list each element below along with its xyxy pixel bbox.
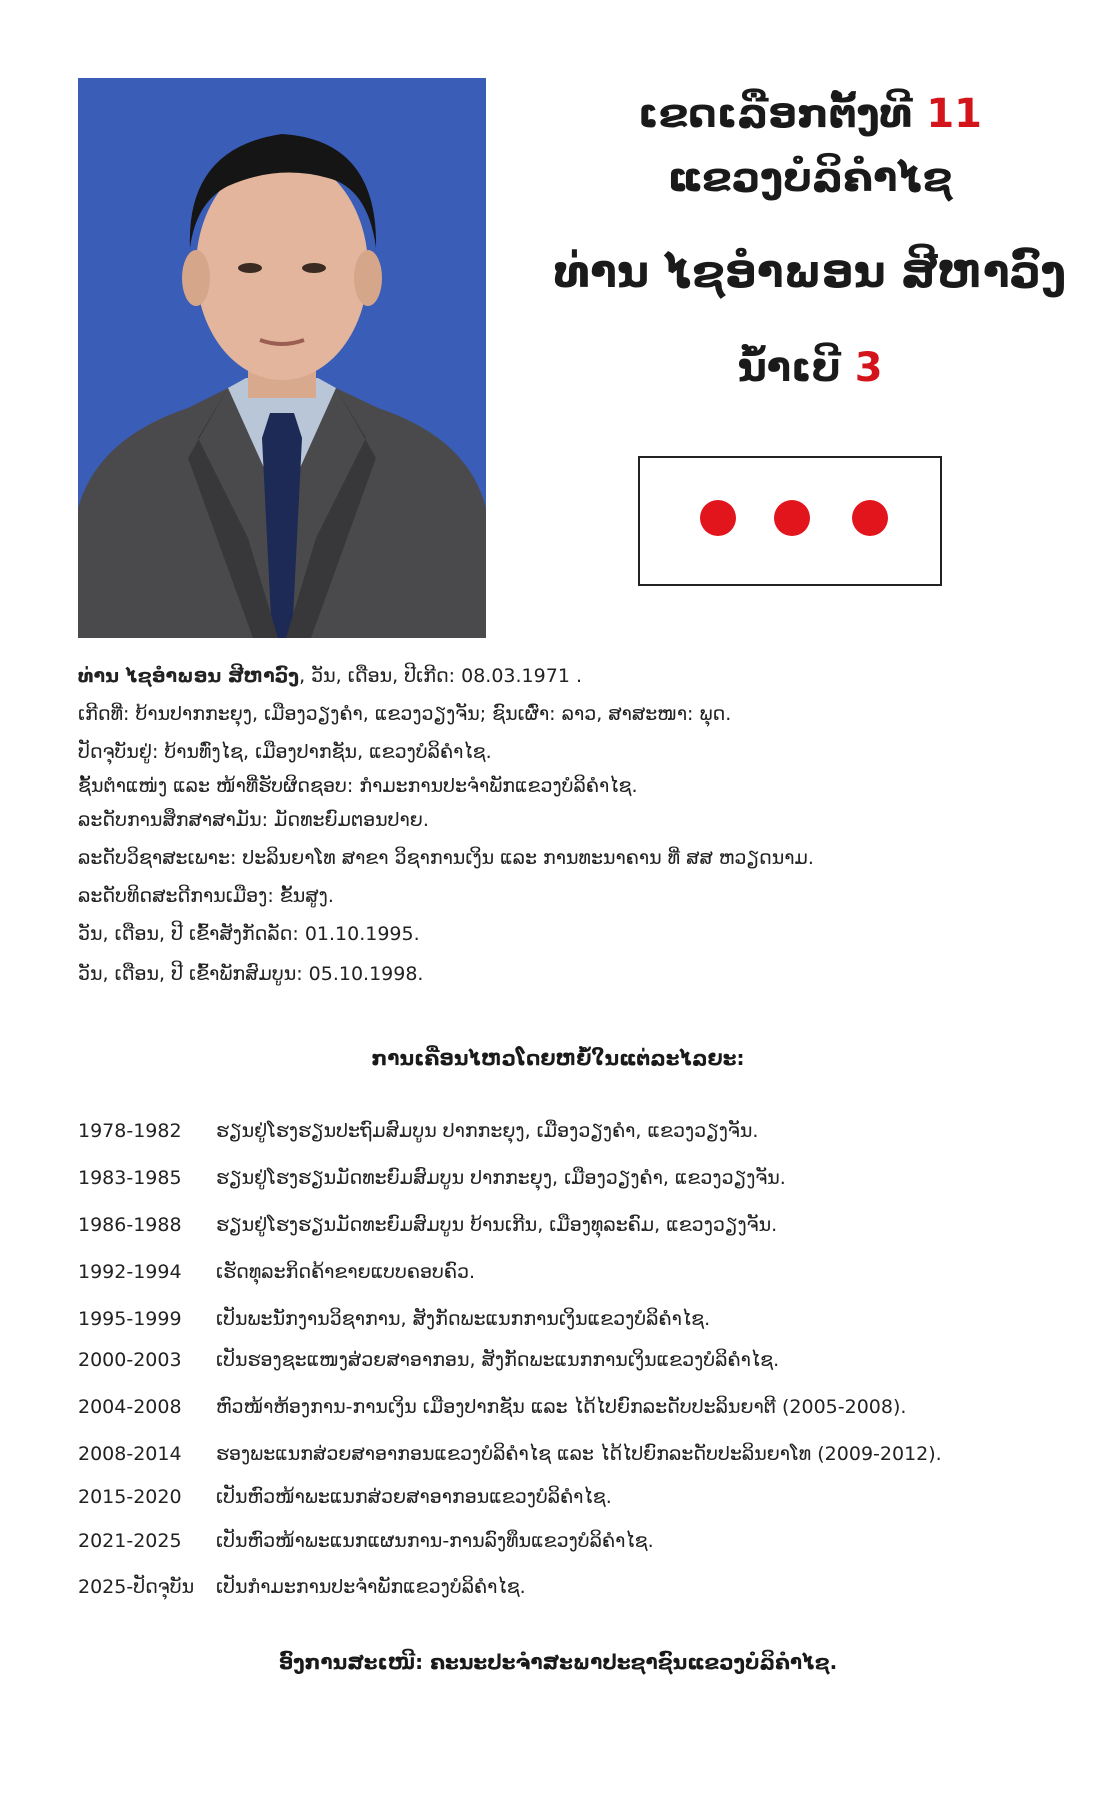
- career-text: ຮຽນຢູ່ໂຮງຮຽນມັດທະຍົມສົມບູນ ບ້ານເກີນ, ເມືອງທຸລະຄົມ, ແຂວງວຽງຈັນ.: [216, 1214, 778, 1236]
- career-row: [78, 1349, 779, 1371]
- ballot-dot: [852, 500, 888, 536]
- career-text: ເປັນພະນັກງານວິຊາການ, ສັງກັດພະແນກການເງິນແຂວງບໍລິຄໍາໄຊ.: [216, 1308, 711, 1330]
- career-row: [78, 1396, 906, 1418]
- career-title: ການເຄື່ອນໄຫວໂດຍຫຍໍ້ໃນແຕ່ລະໄລຍະ:: [371, 1046, 745, 1070]
- career-years: 1986-1988: [78, 1214, 182, 1236]
- career-years: 1992-1994: [78, 1261, 182, 1283]
- career-row: [78, 1167, 786, 1189]
- nominating-body: ອົງການສະເໜີ: ຄະນະປະຈໍາສະພາປະຊາຊົນແຂວງບໍລິຄໍາໄຊ.: [278, 1650, 838, 1674]
- career-row: [78, 1214, 777, 1236]
- career-row: [78, 1120, 758, 1142]
- info-specialized-education: ລະດັບວິຊາສະເພາະ: ປະລິນຍາໂທ ສາຂາ ວິຊາການເງິນ ແລະ ການທະນາຄານ ທີ່ ສສ ຫວຽດນາມ.: [78, 847, 814, 869]
- career-years: 2008-2014: [78, 1443, 182, 1465]
- career-text: ເປັນຫົວໜ້າພະແນກແຜນການ-ການລົງທຶນແຂວງບໍລິຄໍາໄຊ.: [216, 1530, 654, 1552]
- header: [510, 82, 1110, 400]
- constituency-heading: [510, 82, 1110, 146]
- ballot-number: [510, 336, 1110, 400]
- career-years: 2021-2025: [78, 1530, 182, 1552]
- career-text: ເປັນກໍາມະການປະຈໍາພັກແຂວງບໍລິຄໍາໄຊ.: [216, 1576, 526, 1598]
- career-years: 2015-2020: [78, 1486, 182, 1508]
- career-text: ຮອງພະແນກສ່ວຍສາອາກອນແຂວງບໍລິຄໍາໄຊ ແລະ ໄດ້ໄປຍົກລະດັບປະລິນຍາໂທ (2009-2012).: [216, 1443, 942, 1465]
- info-state-date: ວັນ, ເດືອນ, ປີ ເຂົ້າສັງກັດລັດ: 01.10.1995.: [78, 923, 420, 945]
- ballot-number-label: ນໍ້າເບີ: [737, 345, 841, 391]
- ballot-number-value: 3: [854, 345, 883, 391]
- info-dob: , ວັນ, ເດືອນ, ປີເກີດ: 08.03.1971 .: [299, 665, 582, 687]
- career-row: [78, 1576, 526, 1598]
- career-years: 1995-1999: [78, 1308, 182, 1330]
- info-position: ຊັ້ນຕໍາແໜ່ງ ແລະ ໜ້າທີ່ຮັບຜິດຊອບ: ກໍາມະການປະຈໍາພັກແຂວງບໍລິຄໍາໄຊ.: [78, 775, 638, 797]
- candidate-photo: [78, 78, 486, 638]
- career-text: ຮຽນຢູ່ໂຮງຮຽນມັດທະຍົມສົມບູນ ປາກກະຍຸງ, ເມືອງວຽງຄໍາ, ແຂວງວຽງຈັນ.: [216, 1167, 786, 1189]
- career-row: [78, 1261, 475, 1283]
- career-text: ຫົວໜ້າຫ້ອງການ-ການເງິນ ເມືອງປາກຊັນ ແລະ ໄດ້ໄປຍົກລະດັບປະລິນຍາຕີ (2005-2008).: [216, 1396, 907, 1418]
- province-heading: ແຂວງບໍລິຄໍາໄຊ: [667, 155, 953, 201]
- career-years: 2004-2008: [78, 1396, 182, 1418]
- career-row: [78, 1443, 942, 1465]
- candidate-name: ທ່ານ ໄຊອໍາພອນ ສີຫາວົງ: [554, 247, 1066, 298]
- career-row: [78, 1486, 612, 1508]
- career-years: 1983-1985: [78, 1167, 182, 1189]
- career-text: ເປັນຮອງຊະແໜງສ່ວຍສາອາກອນ, ສັງກັດພະແນກການເງິນແຂວງບໍລິຄໍາໄຊ.: [216, 1349, 780, 1371]
- career-years: 2025-ປັດຈຸບັນ: [78, 1576, 195, 1598]
- info-birthplace: ເກີດທີ່: ບ້ານປາກກະຍຸງ, ເມືອງວຽງຄໍາ, ແຂວງວຽງຈັນ; ຊົນເຜົ່າ: ລາວ, ສາສະໜາ: ພຸດ.: [78, 703, 732, 725]
- career-text: ເປັນຫົວໜ້າພະແນກສ່ວຍສາອາກອນແຂວງບໍລິຄໍາໄຊ.: [216, 1486, 612, 1508]
- ballot-dot: [774, 500, 810, 536]
- ballot-dot: [700, 500, 736, 536]
- info-name: ທ່ານ ໄຊອໍາພອນ ສີຫາວົງ: [78, 665, 300, 687]
- info-name-dob: [78, 665, 582, 687]
- career-text: ເຮັດທຸລະກິດຄ້າຂາຍແບບຄອບຄົວ.: [216, 1261, 476, 1283]
- career-years: 1978-1982: [78, 1120, 182, 1142]
- info-residence: ປັດຈຸບັນຢູ່: ບ້ານທົ່ງໄຊ, ເມືອງປາກຊັນ, ແຂວງບໍລິຄໍາໄຊ.: [78, 741, 492, 763]
- career-row: [78, 1308, 710, 1330]
- ballot-dots-box: [638, 456, 942, 586]
- info-general-education: ລະດັບການສຶກສາສາມັນ: ມັດທະຍົມຕອນປາຍ.: [78, 809, 429, 831]
- constituency-number: 11: [926, 91, 982, 137]
- career-text: ຮຽນຢູ່ໂຮງຮຽນປະຖົມສົມບູນ ປາກກະຍຸງ, ເມືອງວຽງຄໍາ, ແຂວງວຽງຈັນ.: [216, 1120, 759, 1142]
- career-years: 2000-2003: [78, 1349, 182, 1371]
- career-row: [78, 1530, 654, 1552]
- constituency-label: ເຂດເລືອກຕັ້ງທີ: [638, 91, 913, 137]
- info-political-theory: ລະດັບທິດສະດີການເມືອງ: ຂັ້ນສູງ.: [78, 885, 334, 907]
- info-party-date: ວັນ, ເດືອນ, ປີ ເຂົ້າພັກສົມບູນ: 05.10.1998.: [78, 963, 424, 985]
